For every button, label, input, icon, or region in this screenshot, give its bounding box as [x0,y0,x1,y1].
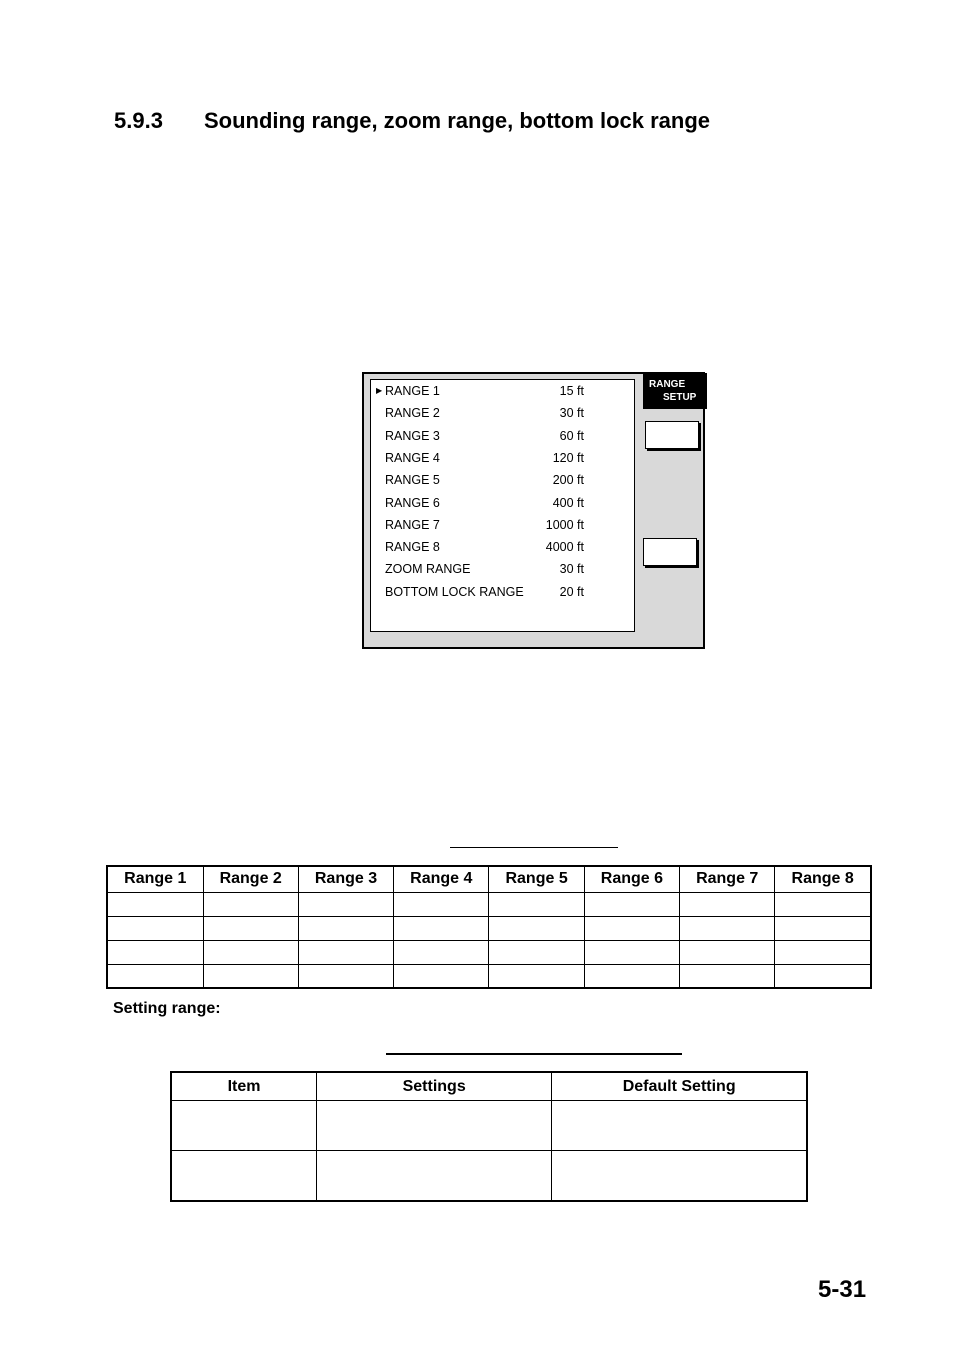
table-cell [317,1101,552,1151]
table-header-row [107,866,871,892]
table-header-row [171,1072,807,1101]
menu-title-line1: RANGE [649,379,686,390]
table-cell [680,892,775,916]
menu-item-range-3[interactable] [371,425,634,447]
range-setup-screen [362,372,705,649]
menu-item-bottom-lock-range[interactable] [371,581,634,603]
menu-item-label: BOTTOM LOCK RANGE [385,584,524,599]
menu-item-range-4[interactable] [371,447,634,469]
table-cell [107,916,203,940]
column-header: Range 4 [394,866,489,892]
column-header-settings: Settings [317,1072,552,1101]
menu-item-value: 4000 ft [545,540,584,555]
column-header: Range 2 [203,866,298,892]
table-cell [203,916,298,940]
menu-item-value: 60 ft [559,428,584,443]
range-table [106,865,872,989]
table-cell [584,964,679,988]
table-cell [394,916,489,940]
menu-item-label: RANGE 1 [385,384,440,398]
menu-item-range-2[interactable] [371,402,634,424]
column-header-item: Item [171,1072,317,1101]
menu-item-value: 120 ft [552,450,584,465]
table-row [171,1101,807,1151]
table-cell [171,1101,317,1151]
item-table [170,1071,808,1202]
section-number: 5.9.3 [114,108,163,133]
table-cell [107,892,203,916]
menu-item-label: RANGE 7 [385,517,440,532]
table-cell [552,1101,807,1151]
table-cell [680,916,775,940]
soft-key-upper[interactable] [645,421,699,449]
table-cell [394,940,489,964]
table-cell [775,940,871,964]
table-cell [680,940,775,964]
menu-item-range-1[interactable] [371,380,634,402]
table-cell [107,964,203,988]
table-cell [107,940,203,964]
section-title: Sounding range, zoom range, bottom lock range [204,108,711,133]
table-cell [298,964,393,988]
table-cell [317,1151,552,1202]
range-table-title-rule [450,847,618,848]
menu-item-range-8[interactable] [371,536,634,558]
table-row [107,940,871,964]
table-cell [298,940,393,964]
table-cell [394,964,489,988]
table-cell [584,916,679,940]
menu-item-label: RANGE 6 [385,495,440,510]
menu-item-value: 30 ft [559,562,584,577]
menu-item-range-7[interactable] [371,514,634,536]
column-header-default: Default Setting [552,1072,807,1101]
table-cell [489,964,584,988]
menu-item-range-5[interactable] [371,469,634,491]
menu-item-label: RANGE 8 [385,540,440,555]
table-cell [394,892,489,916]
table-cell [203,892,298,916]
menu-title-line2: SETUP [663,392,697,403]
table-cell [584,940,679,964]
page-number: 5-31 [818,1276,867,1303]
menu-item-label: RANGE 4 [385,450,440,465]
column-header: Range 1 [107,866,203,892]
menu-item-value: 30 ft [559,406,584,421]
table-cell [489,940,584,964]
menu-item-value: 15 ft [559,384,584,398]
section-heading [114,108,710,134]
column-header: Range 3 [298,866,393,892]
menu-item-label: RANGE 2 [385,406,440,421]
column-header: Range 7 [680,866,775,892]
table-cell [775,892,871,916]
table-cell [298,916,393,940]
table-cell [203,964,298,988]
menu-item-value: 20 ft [559,584,584,599]
table-cell [489,916,584,940]
table-cell [552,1151,807,1202]
table-cell [775,964,871,988]
table-cell [489,892,584,916]
table-cell [680,964,775,988]
table-row [171,1151,807,1202]
menu-title [643,373,707,409]
menu-item-value: 400 ft [552,495,584,510]
table-row [107,892,871,916]
table-cell [584,892,679,916]
soft-key-lower[interactable] [643,538,697,566]
setting-range-label: Setting range: [113,1000,221,1017]
column-header: Range 5 [489,866,584,892]
item-table-title-rule [386,1053,682,1055]
menu-item-zoom-range[interactable] [371,558,634,580]
table-cell [298,892,393,916]
menu-item-label: RANGE 5 [385,473,440,488]
column-header: Range 6 [584,866,679,892]
menu-item-range-6[interactable] [371,492,634,514]
cursor-arrow-icon: ▶ [376,386,383,395]
menu-item-value: 200 ft [552,473,584,488]
table-cell [171,1151,317,1202]
table-row [107,964,871,988]
range-menu-list [370,379,635,632]
table-row [107,916,871,940]
column-header: Range 8 [775,866,871,892]
table-cell [775,916,871,940]
menu-item-label: RANGE 3 [385,428,440,443]
table-cell [203,940,298,964]
menu-item-value: 1000 ft [545,517,584,532]
menu-item-label: ZOOM RANGE [385,562,471,577]
